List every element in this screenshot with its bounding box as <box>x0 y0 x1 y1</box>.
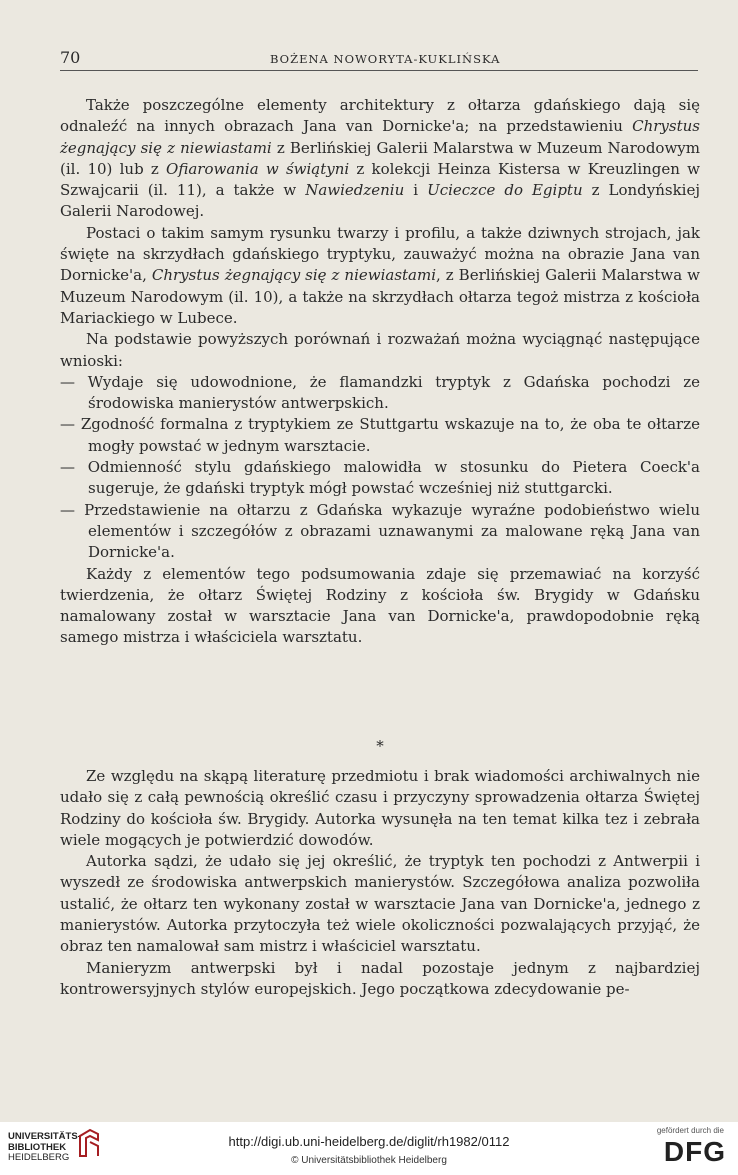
page-url-link[interactable]: http://digi.ub.uni-heidelberg.de/diglit/rh1982/0112 <box>228 1134 510 1149</box>
section-separator: * <box>376 737 384 755</box>
library-name-line1: UNIVERSITÄTS- <box>8 1131 81 1142</box>
italic-title: Chrystus żegnający się z niewiastami <box>151 266 437 285</box>
page-header <box>60 48 698 71</box>
page-number: 70 <box>60 48 81 67</box>
section-2 <box>60 766 700 1000</box>
library-name-line2: BIBLIOTHEK <box>8 1141 67 1153</box>
summary-paragraph-1: Ze względu na skąpą literaturę przedmiotu i brak wiadomości archiwalnych nie udało się z całą pewnością określić czasu i przyczyny sprowadzenia ołtarza Świętej Rodziny do kościoła św. Brygidy. Autorka wysunęła na ten temat kilka tez i zebrała wiele mogących je potwierdzić dowodów. <box>60 767 700 849</box>
library-name-line3: HEIDELBERG <box>8 1152 70 1163</box>
digitization-footer <box>0 1122 738 1175</box>
conclusion-item: — Odmienność stylu gdańskiego malowidła w stosunku do Pietera Coeck'a sugeruje, że gdański tryptyk mógł powstać wcześniej niż stuttgarcki. <box>60 458 700 498</box>
summary-paragraph-2: Autorka sądzi, że udało się jej określić, że tryptyk ten pochodzi z Antwerpii i wyszedł ze środowiska antwerpskich manierystów. Szczegółowa analiza pozwoliła ustalić, że ołtarz ten wykonany został w warsztacie Jana van Dornicke'a, jednego z manierystów. Autorka przytoczyła też wiele okoliczności pozwalających przyjąć, że obraz ten namalował sam mistrz i właściciel warsztatu. <box>60 852 700 956</box>
italic-title: Ofiarowania w świątyni <box>166 159 350 178</box>
italic-title: Nawiedzeniu <box>305 181 405 200</box>
dfg-logo: DFG <box>663 1136 726 1167</box>
paragraph-4: Każdy z elementów tego podsumowania zdaje się przemawiać na korzyść twierdzenia, że ołtarz Świętej Rodziny z kościoła św. Brygidy w Gdańsku namalowany został w warsztacie Jana van Dornicke'a, prawdopodobnie ręką samego mistrza i właściciela warsztatu. <box>60 564 700 647</box>
copyright-notice: © Universitätsbibliothek Heidelberg <box>291 1155 447 1166</box>
conclusion-item: — Wydaje się udowodnione, że flamandzki tryptyk z Gdańska pochodzi ze środowiska manierystów antwerpskich. <box>60 372 700 413</box>
running-head: BOŻENA NOWORYTA-KUKLIŃSKA <box>270 52 501 66</box>
paragraph-3: Na podstawie powyższych porównań i rozważań można wyciągnąć następujące wnioski: <box>60 330 700 370</box>
separator-block <box>60 736 700 757</box>
conclusion-item: — Zgodność formalna z tryptykiem ze Stuttgartu wskazuje na to, że oba te ołtarze mogły powstać w jednym warsztacie. <box>60 415 700 455</box>
conclusion-item: — Przedstawienie na ołtarzu z Gdańska wykazuje wyraźne podobieństwo wielu elementów i szczegółów z obrazami uznawanymi za malowane ręką Jana van Dornicke'a. <box>60 500 700 562</box>
section-1 <box>60 95 700 649</box>
paragraph-1: Także poszczególne elementy architektury z ołtarza gdańskiego dają się odnaleźć na innych obrazach Jana van Dornicke'a; na przedstawieniu Chrystus żegnający się z niewiastami z Berlińskiej Galerii Malarstwa w Muzeum Narodowym (il. 10) lub z Ofiarowania w świątyni z kolekcji Heinza Kistersa w Kreuzlingen w Szwajcarii (il. 11), a także w Nawiedzeniu i Ucieczce do Egiptu z Londyńskiej Galerii Narodowej. <box>60 96 700 221</box>
italic-title: Ucieczce do Egiptu <box>427 181 583 200</box>
summary-paragraph-3: Manieryzm antwerpski był i nadal pozostaje jednym z najbardziej kontrowersyjnych stylów europejskich. Jego początkowa zdecydowanie pe- <box>60 958 700 998</box>
paragraph-2: Postaci o takim samym rysunku twarzy i profilu, a także dziwnych strojach, jak święte na skrzydłach gdańskiego tryptyku, zauważyć można na obrazie Jana van Dornicke'a, Chrystus żegnający się z niewiastami, z Berlińskiej Galerii Malarstwa w Muzeum Narodowym (il. 10), a także na skrzydłach ołtarza tegoż mistrza z kościoła Mariackiego w Lubece. <box>60 223 700 327</box>
italic-title: Chrystus żegnający się z niewiastami <box>60 117 700 157</box>
funding-label: gefördert durch die <box>656 1126 724 1135</box>
